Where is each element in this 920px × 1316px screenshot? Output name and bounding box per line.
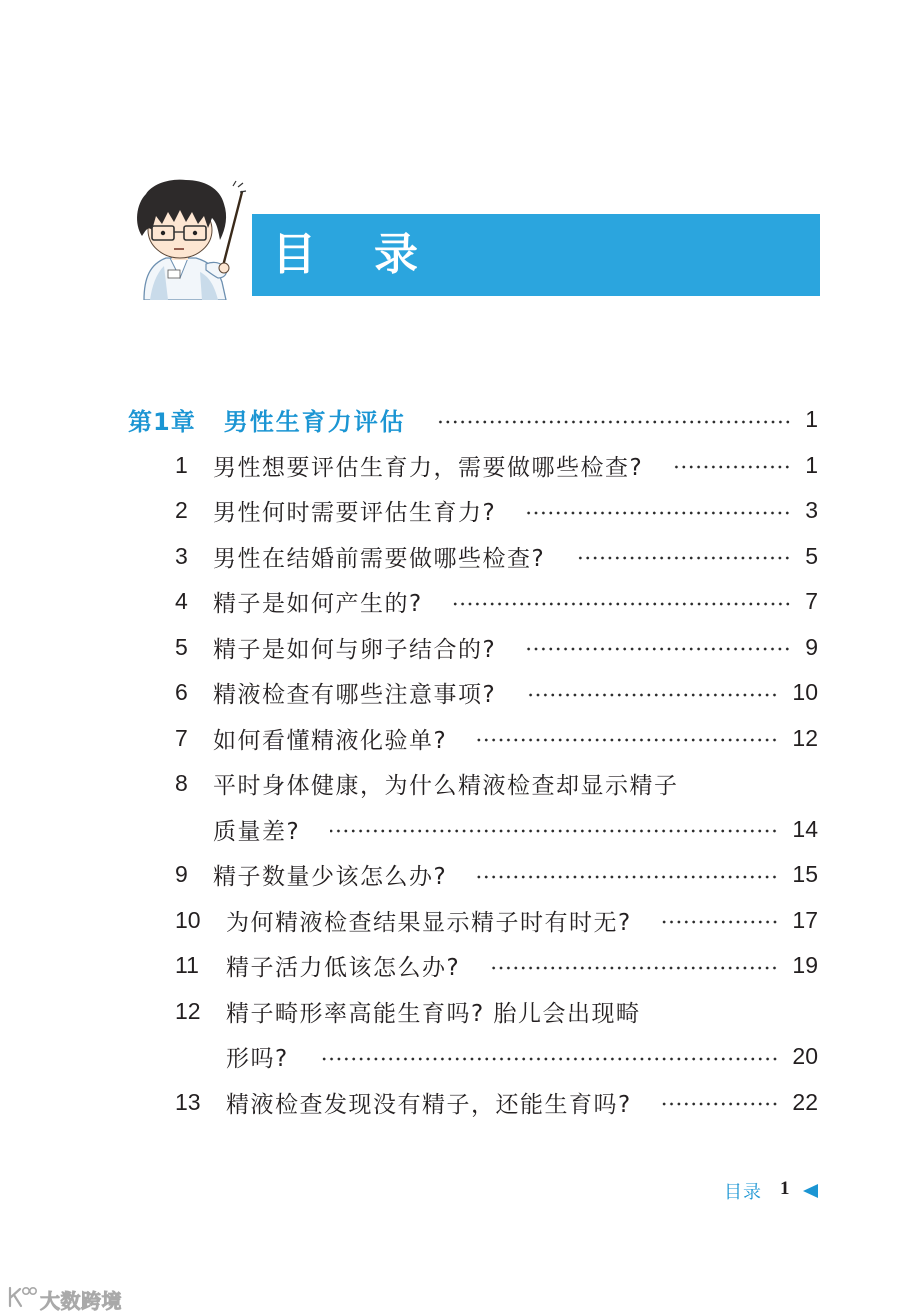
entry-title: 精液检查发现没有精子，还能生育吗? [226, 1091, 632, 1118]
toc-entry [0, 670, 920, 716]
dot-leader [526, 510, 791, 516]
entry-title: 男性在结婚前需要做哪些检查? [213, 545, 546, 572]
dot-leader [662, 919, 779, 925]
doctor-illustration [130, 178, 250, 300]
entry-page-number: 12 [792, 724, 818, 751]
entry-number: 8 [175, 770, 188, 797]
entry-title: 为何精液检查结果显示精子时有时无? [226, 909, 632, 936]
page-title: 目录 [272, 229, 476, 280]
entry-page-number: 20 [792, 1043, 818, 1070]
dot-leader [526, 646, 791, 652]
dot-leader [436, 419, 792, 425]
dot-leader [673, 464, 791, 470]
dot-leader [490, 965, 778, 971]
entry-page-number: 15 [792, 861, 818, 888]
toc-entry [0, 579, 920, 625]
watermark-text: 大数跨境 [40, 1289, 122, 1313]
chapter-page-number: 1 [805, 406, 818, 433]
toc-entry [0, 898, 920, 944]
entry-title: 精子畸形率高能生育吗? 胎儿会出现畸 [226, 1000, 641, 1027]
entry-page-number: 5 [805, 542, 818, 569]
entry-title: 如何看懂精液化验单? [213, 727, 448, 754]
toc-entry [0, 761, 920, 807]
right-eye [193, 231, 197, 235]
toc-entry-continuation [0, 807, 920, 853]
hand [219, 263, 229, 273]
entry-title: 男性何时需要评估生育力? [213, 500, 497, 527]
table-of-contents [0, 397, 920, 1125]
entry-number: 11 [175, 952, 199, 979]
entry-number: 3 [175, 542, 188, 569]
entry-number: 1 [175, 451, 188, 478]
entry-number: 5 [175, 633, 188, 660]
dot-leader [453, 601, 791, 607]
chapter-title: 男性生育力评估 [223, 408, 406, 437]
entry-page-number: 17 [792, 906, 818, 933]
entry-number: 9 [175, 861, 188, 888]
entry-page-number: 1 [805, 451, 818, 478]
dot-leader [477, 874, 778, 880]
dot-leader [330, 828, 778, 834]
toc-entry [0, 488, 920, 534]
watermark-logo-icon [6, 1284, 38, 1310]
toc-entry [0, 443, 920, 489]
toc-entry [0, 943, 920, 989]
entry-page-number: 10 [792, 679, 818, 706]
footer-page-number: 1 [780, 1178, 790, 1199]
dot-leader [662, 1101, 779, 1107]
title-banner [252, 214, 820, 296]
toc-entry [0, 625, 920, 671]
toc-entry [0, 716, 920, 762]
entry-title: 精子数量少该怎么办? [213, 864, 448, 891]
toc-entry [0, 1080, 920, 1126]
left-triangle-icon [803, 1184, 818, 1198]
entry-number: 12 [175, 997, 201, 1024]
entry-number: 10 [175, 906, 201, 933]
entry-title: 男性想要评估生育力，需要做哪些检查? [213, 454, 644, 481]
toc-entry-continuation [0, 1034, 920, 1080]
sparkle-marks [233, 181, 246, 192]
entry-title: 精子活力低该怎么办? [226, 955, 461, 982]
toc-chapter-row [0, 397, 920, 443]
chapter-label: 第1章 [128, 408, 196, 437]
left-eye [161, 231, 165, 235]
entry-number: 2 [175, 497, 188, 524]
entry-title-continuation: 形吗? [226, 1046, 289, 1073]
dot-leader [477, 737, 778, 743]
pointer-stick [222, 192, 242, 270]
dot-leader [319, 1056, 779, 1062]
toc-entry [0, 852, 920, 898]
dot-leader [575, 555, 791, 561]
entry-page-number: 19 [792, 952, 818, 979]
entry-page-number: 3 [805, 497, 818, 524]
entry-title: 精液检查有哪些注意事项? [213, 682, 497, 709]
entry-number: 4 [175, 588, 188, 615]
toc-entry [0, 989, 920, 1035]
entry-title: 精子是如何与卵子结合的? [213, 636, 497, 663]
dot-leader [526, 692, 778, 698]
entry-page-number: 22 [792, 1088, 818, 1115]
entry-title-continuation: 质量差? [213, 818, 301, 845]
toc-entry [0, 534, 920, 580]
entry-number: 7 [175, 724, 188, 751]
entry-page-number: 7 [805, 588, 818, 615]
entry-number: 6 [175, 679, 188, 706]
entry-title: 精子是如何产生的? [213, 591, 423, 618]
name-badge [168, 270, 180, 278]
entry-number: 13 [175, 1088, 201, 1115]
entry-page-number: 9 [805, 633, 818, 660]
entry-page-number: 14 [792, 815, 818, 842]
entry-title: 平时身体健康，为什么精液检查却显示精子 [213, 773, 679, 800]
footer-section-label: 目录 [724, 1182, 762, 1203]
